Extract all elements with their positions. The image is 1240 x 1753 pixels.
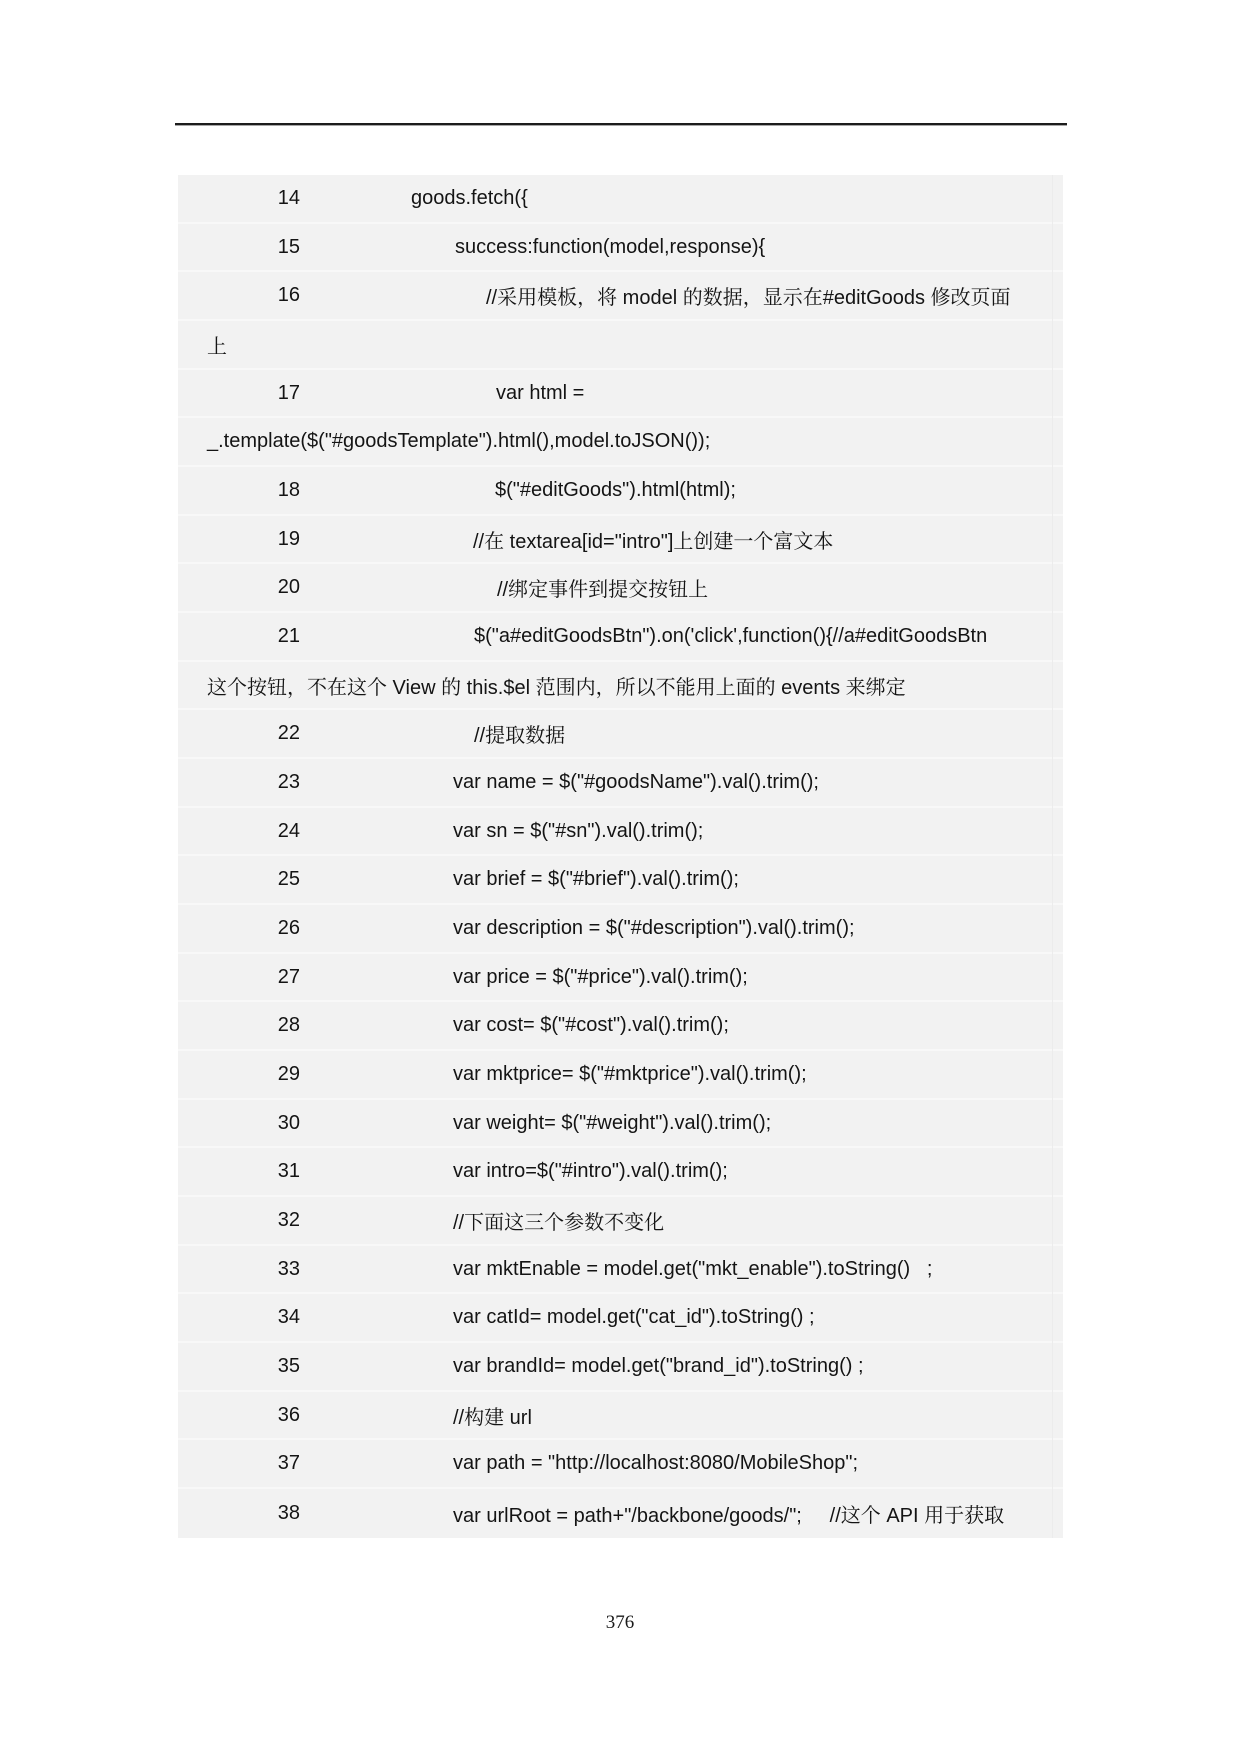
code-text: var cost= $("#cost").val().trim(); [453, 1014, 729, 1037]
code-row [178, 467, 1063, 516]
code-text: //在 textarea[id="intro"]上创建一个富文本 [473, 530, 834, 553]
code-row [178, 1489, 1063, 1538]
code-text: _.template($("#goodsTemplate").html(),model.toJSON()); [207, 430, 711, 453]
code-text: var price = $("#price").val().trim(); [453, 965, 748, 988]
code-row [178, 1197, 1063, 1246]
code-row [178, 1294, 1063, 1343]
line-number: 37 [277, 1452, 300, 1475]
code-row [178, 1148, 1063, 1197]
line-number: 29 [277, 1062, 300, 1085]
page-number: 376 [605, 1612, 635, 1633]
code-row [178, 418, 1063, 467]
line-number: 20 [277, 576, 300, 599]
code-text: var mktEnable = model.get("mkt_enable").toString() ; [453, 1257, 933, 1280]
code-text: success:function(model,response){ [455, 235, 766, 258]
code-text: var urlRoot = path+"/backbone/goods/"; //这个 API 用于获取 [453, 1504, 1005, 1527]
line-number: 35 [277, 1354, 300, 1377]
line-number: 22 [277, 722, 300, 745]
code-text: 上 [207, 335, 227, 358]
code-row [178, 613, 1063, 662]
line-number: 36 [277, 1403, 300, 1426]
code-row [178, 272, 1063, 321]
line-number: 23 [277, 770, 300, 793]
line-number: 17 [277, 381, 300, 404]
code-row [178, 1051, 1063, 1100]
line-number: 34 [277, 1306, 300, 1329]
code-row [178, 856, 1063, 905]
code-text: var weight= $("#weight").val().trim(); [453, 1111, 772, 1134]
line-number: 18 [277, 478, 300, 501]
code-text: var catId= model.get("cat_id").toString() ; [453, 1306, 815, 1329]
line-number: 38 [277, 1501, 300, 1524]
line-number: 19 [277, 527, 300, 550]
code-row [178, 662, 1063, 711]
code-text: 这个按钮，不在这个 View 的 this.$el 范围内，所以不能用上面的 events 来绑定 [207, 676, 906, 699]
line-number: 28 [277, 1014, 300, 1037]
code-listing [178, 175, 1063, 1538]
code-row [178, 516, 1063, 565]
code-text: $("a#editGoodsBtn").on('click',function(){//a#editGoodsBtn [474, 624, 988, 647]
line-number: 21 [277, 624, 300, 647]
code-row [178, 954, 1063, 1003]
line-number: 31 [277, 1160, 300, 1183]
code-row [178, 1343, 1063, 1392]
line-number: 14 [277, 186, 300, 209]
line-number: 15 [277, 235, 300, 258]
line-number: 25 [277, 868, 300, 891]
code-text: var mktprice= $("#mktprice").val().trim(); [453, 1062, 807, 1085]
code-row [178, 1002, 1063, 1051]
code-text: var path = "http://localhost:8080/MobileShop"; [453, 1452, 859, 1475]
code-row [178, 710, 1063, 759]
line-number: 26 [277, 916, 300, 939]
code-text: //采用模板，将 model 的数据，显示在#editGoods 修改页面 [486, 287, 1011, 310]
code-row [178, 370, 1063, 419]
code-row [178, 1246, 1063, 1295]
code-row [178, 564, 1063, 613]
code-text: var name = $("#goodsName").val().trim(); [453, 770, 819, 793]
code-text: //构建 url [453, 1406, 532, 1429]
line-number: 30 [277, 1111, 300, 1134]
line-number [178, 321, 300, 368]
code-text: //提取数据 [474, 725, 566, 748]
line-number: 16 [277, 284, 300, 307]
header-rule [175, 123, 1067, 126]
code-text: goods.fetch({ [411, 186, 528, 209]
line-number: 27 [277, 965, 300, 988]
code-text: var intro=$("#intro").val().trim(); [453, 1160, 728, 1183]
code-text: var html = [496, 381, 585, 404]
code-text: $("#editGoods").html(html); [495, 478, 736, 501]
code-row [178, 1100, 1063, 1149]
code-text: var brandId= model.get("brand_id").toString() ; [453, 1354, 864, 1377]
code-text: var sn = $("#sn").val().trim(); [453, 819, 704, 842]
code-text: var brief = $("#brief").val().trim(); [453, 868, 739, 891]
line-number: 32 [277, 1208, 300, 1231]
line-number: 33 [277, 1257, 300, 1280]
code-row [178, 175, 1063, 224]
code-text: //绑定事件到提交按钮上 [497, 579, 709, 602]
code-text: var description = $("#description").val().trim(); [453, 916, 855, 939]
code-row [178, 1392, 1063, 1441]
code-row [178, 1440, 1063, 1489]
code-row [178, 321, 1063, 370]
line-number: 24 [277, 819, 300, 842]
code-row [178, 905, 1063, 954]
code-text: //下面这三个参数不变化 [453, 1211, 665, 1234]
code-row [178, 759, 1063, 808]
code-row [178, 224, 1063, 273]
code-row [178, 808, 1063, 857]
